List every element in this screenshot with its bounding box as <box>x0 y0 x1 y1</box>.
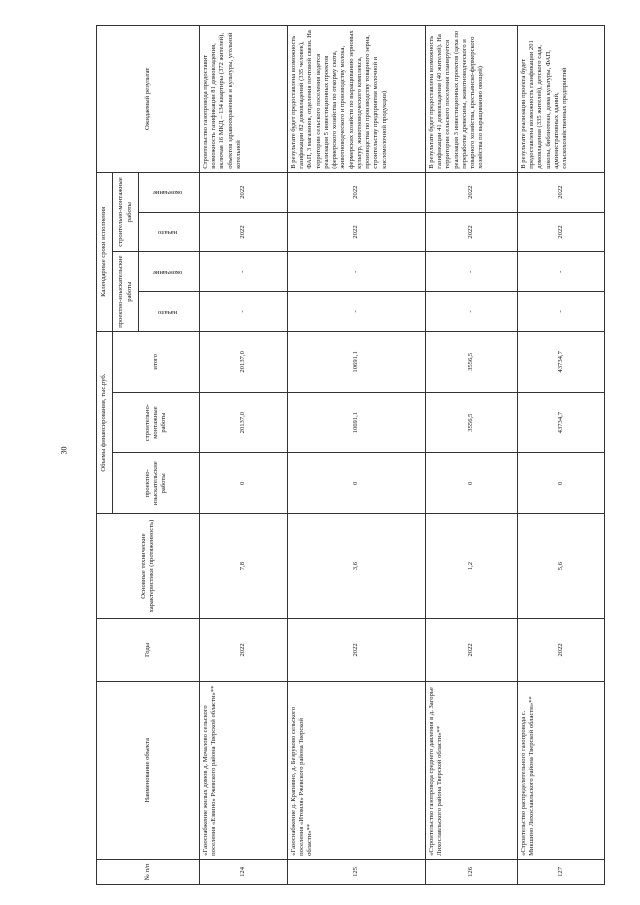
row-fin-project: 0 <box>200 453 288 514</box>
row-years: 2022 <box>518 618 605 681</box>
header-fin-project: проектно-изыскательские работы <box>113 453 200 514</box>
row-fin-construction: 10691,1 <box>288 392 426 453</box>
row-name: «Строительство распределительного газопровода с. Микшино Лихославльского района Тверской области»** <box>518 681 605 859</box>
row-smr-start: 2022 <box>200 212 288 252</box>
row-years: 2022 <box>288 618 426 681</box>
row-years: 2022 <box>200 618 288 681</box>
header-financing: Объемы финансирования, тыс.руб. <box>97 331 113 513</box>
row-fin-construction: 43734,7 <box>518 392 605 453</box>
header-fin-construction: строительно-монтажные работы <box>113 392 200 453</box>
header-name: Наименование объекта <box>97 681 200 859</box>
row-fin-total: 3556,5 <box>426 331 518 392</box>
row-num: 124 <box>200 859 288 884</box>
row-fin-project: 0 <box>518 453 605 514</box>
header-smr-end: окончание <box>139 172 200 212</box>
header-sched-construction: строительно-монтажные работы <box>113 172 139 252</box>
row-num: 125 <box>288 859 426 884</box>
header-chars: Основные технические характеристики (протяженность) <box>97 514 200 619</box>
table-row <box>518 26 605 885</box>
row-pir-end: - <box>426 252 518 292</box>
row-pir-end: - <box>518 252 605 292</box>
row-name: «Газоснабжение жилых домов д. Мочалово сельского поселения «Езвино» Ржевского района Тверской области»** <box>200 681 288 859</box>
page-number: 30 <box>59 446 69 455</box>
header-pir-end: окончание <box>139 252 200 292</box>
row-pir-start: - <box>288 292 426 332</box>
row-fin-total: 43734,7 <box>518 331 605 392</box>
row-smr-start: 2022 <box>426 212 518 252</box>
header-num: № п/п <box>97 859 200 884</box>
row-num: 127 <box>518 859 605 884</box>
row-smr-start: 2022 <box>518 212 605 252</box>
row-fin-construction: 20137,0 <box>200 392 288 453</box>
row-name: «Газоснабжение д. Крапивно, д. Безруково сельского поселения «Итомля» Ржевского района Тверской области»** <box>288 681 426 859</box>
row-result: В результате реализации проекта будет предоставлена возможность газификации 201 домовладения (335 жителей), детского сада, школы, библиотеки, дома культуры, ФАП, административных зданий, сельскохозяйственных предприятий <box>518 26 605 173</box>
header-years: Годы <box>97 618 200 681</box>
table-row <box>200 26 288 885</box>
row-name: «Строительство газопровода среднего давления в д. Загорье Лихославльского района Тверской области»** <box>426 681 518 859</box>
row-chars: 5,6 <box>518 514 605 619</box>
row-smr-start: 2022 <box>288 212 426 252</box>
row-fin-total: 10691,1 <box>288 331 426 392</box>
table-row <box>288 26 426 885</box>
header-result: Ожидаемый результат <box>97 26 200 173</box>
row-fin-project: 0 <box>426 453 518 514</box>
row-fin-project: 0 <box>288 453 426 514</box>
table-row <box>426 26 518 885</box>
row-pir-end: - <box>200 252 288 292</box>
table-container <box>96 25 605 885</box>
header-sched-project: проектно-изыскательские работы <box>113 252 139 332</box>
header-pir-start: начало <box>139 292 200 332</box>
row-smr-end: 2022 <box>518 172 605 212</box>
row-smr-end: 2022 <box>200 172 288 212</box>
row-fin-total: 20137,0 <box>200 331 288 392</box>
row-num: 126 <box>426 859 518 884</box>
row-chars: 3,6 <box>288 514 426 619</box>
row-chars: 7,8 <box>200 514 288 619</box>
row-pir-start: - <box>426 292 518 332</box>
row-result: В результате будет предоставлена возможность газификации 41 домовладения (40 жителей). На территории сельского поселения планируется реализация 3 инвестиционных проектов (цеха по переработке древесины, животноводческого и товарного хозяйства, крестьянско-фермерского хозяйства по выращиванию овощей) <box>426 26 518 173</box>
row-fin-construction: 3556,5 <box>426 392 518 453</box>
row-smr-end: 2022 <box>288 172 426 212</box>
row-pir-start: - <box>200 292 288 332</box>
row-pir-end: - <box>288 252 426 292</box>
row-years: 2022 <box>426 618 518 681</box>
rotated-table-frame <box>96 25 605 885</box>
row-chars: 1,2 <box>426 514 518 619</box>
header-fin-total: итого <box>113 331 200 392</box>
objects-table <box>96 25 605 885</box>
row-result: В результате будет предоставлена возможность газификации 82 домовладений (335 человек), ФАП, 3 магазинов, отделения почтовой связи. На территории сельского поселения ведется реализация 5 инвестиционных проектов (фермерского хозяйства по откорму скота, животноводческого и производству молока, фермерских хозяйств по выращиванию зерновых культур, животноводческого комплекса, производства по производству товарного зерна, строительству предприятия молочной и кисломолочной продукции) <box>288 26 426 173</box>
row-result: Строительство газопровода предоставит возможность газификации 81 домовладения, включая 16 МКД – 134 квартиры (372 жителей), объектов здравоохранения и культуры, угольной котельной <box>200 26 288 173</box>
header-smr-start: начало <box>139 212 200 252</box>
header-schedule: Календарные сроки исполнения <box>97 172 113 331</box>
row-pir-start: - <box>518 292 605 332</box>
row-smr-end: 2022 <box>426 172 518 212</box>
